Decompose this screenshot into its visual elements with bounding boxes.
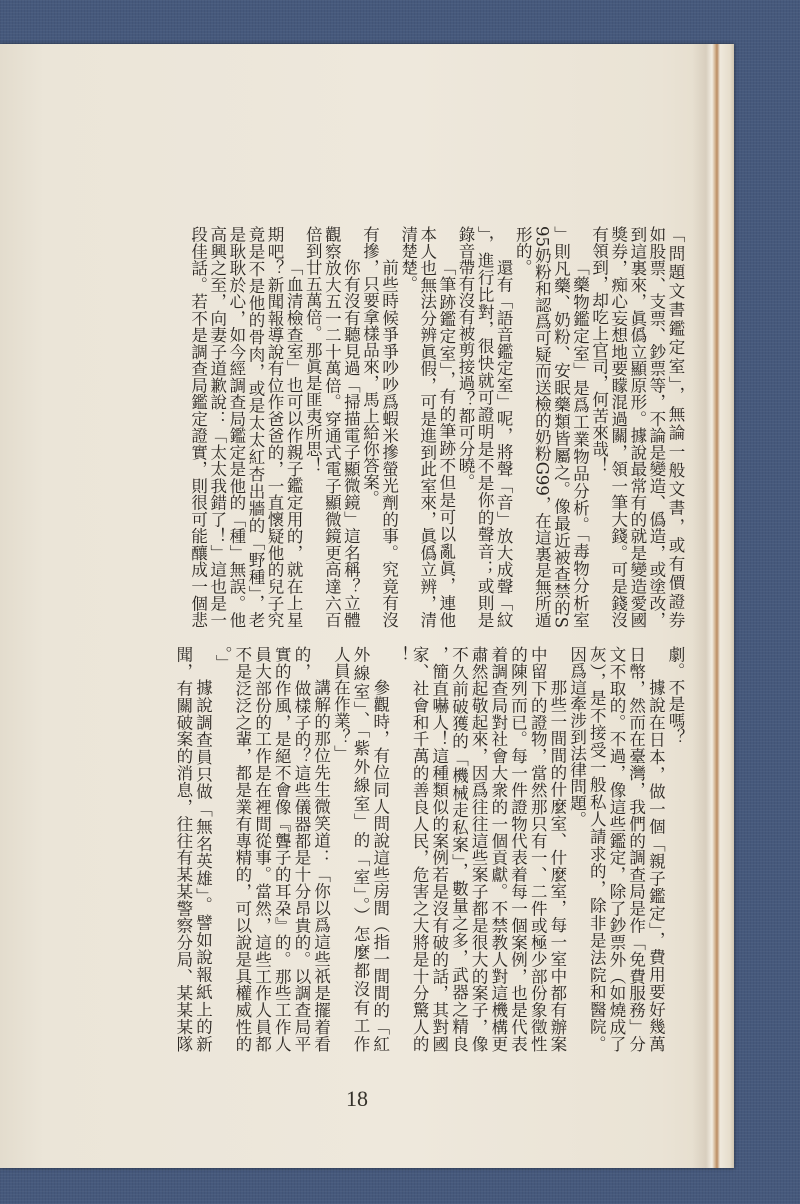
text-column: 劇。不是嗎？	[666, 646, 685, 745]
text-column: 「問題文書鑑定室」，無論一般文書，或有價證券	[666, 226, 685, 628]
text-column: 段佳話。若不是調查局鑑定證實，則很可能釀成一個悲	[188, 226, 208, 628]
text-column: 聞，有關破案的消息，往往有某某警察分局、某某某隊	[173, 646, 193, 1052]
text-column: 」則凡藥、奶粉、安眠藥類皆屬之。像最近被查禁的S	[551, 226, 571, 628]
text-column: 錄音帶有沒有被剪接過？都可分曉。	[455, 226, 475, 490]
text-column: 日幣，然而在臺灣，我們的調查局是作「免費服務」分	[626, 646, 646, 1052]
text-column: 有領到，却吃上官司，何苦來哉！	[589, 226, 609, 474]
text-column: 你有沒有聽見過「掃描電子顯微鏡」這名稱？立體	[341, 259, 361, 628]
page-number: 18	[346, 1086, 368, 1111]
text-column: 觀察放大五一二十萬倍。穿通式電子顯微鏡更高達六百	[322, 226, 342, 628]
text-column: 「藥物鑑定室」是爲工業物品分析。「毒物分析室	[570, 259, 590, 628]
text-column: 實的作風，是絕不會像『聾子的耳朶』的。那些工作人	[272, 646, 292, 1052]
text-column: ，簡直嚇人！這種類似的案例若是沒有破的話，其對國	[429, 646, 449, 1052]
text-column: 」，進行比對，很快就可證明是不是你的聲音；或則是	[475, 226, 495, 628]
text-column: 是耿耿於心，如今經調查局鑑定是他的「種」無誤。他	[226, 226, 246, 628]
lower-text-block	[172, 646, 685, 1052]
text-column: 那些一間間的什麼室、什麼室，每一室中都有辦案	[547, 679, 567, 1052]
text-column: 有摻，只要拿樣品來，馬上給你答案。	[360, 226, 380, 507]
text-column: 肅然起敬起來，因爲往往這些案子都是很大的案子，像	[469, 646, 489, 1052]
text-column: 的，做樣子的？這些儀器都是十分昂貴的。以調查局平	[291, 646, 311, 1052]
text-column: 不久前破獲的「機械走私案」，數量之多，武器之精良	[449, 646, 469, 1052]
text-column: 文不取的。不過，像這些鑑定，除了鈔票外（如燒成了	[606, 646, 626, 1052]
text-column: 講解的那位先生微笑道：「你以爲這些祇是擺着看	[311, 679, 331, 1052]
text-column: 如股票、支票、鈔票等，不論是變造、僞造，或塗改，	[646, 226, 666, 628]
text-column: 竟是不是他的骨肉，或是太太紅杏出牆的「野種」，老	[245, 226, 265, 628]
text-column: 外線室」、「紫外線室」的「室」。）怎麼都沒有工作	[351, 646, 370, 1052]
text-column: 灰），是不接受一般私人請求的，除非是法院和醫院。	[587, 646, 607, 1052]
text-column: 的陳列而已。每一件證物代表着每一個案例，也是代表	[508, 646, 528, 1052]
text-column: 「血清檢查室」也可以作親子鑑定用的，就在上星	[284, 259, 304, 628]
text-column: 中留下的證物，當然那只有一、二件或極少部份象徵性	[528, 646, 548, 1052]
text-column: 期吧？新聞報導說有位作爸爸的，一直懷疑他的兒子究	[265, 226, 285, 628]
text-column: 參觀時，有位同人問說這些房間（指一間間的「紅	[370, 679, 390, 1052]
text-column: 到這裏來，眞僞立顯原形。據說最常有的就是變造愛國	[627, 226, 647, 628]
text-column: 家、社會和千萬的善良人民，危害之大將是十分驚人的	[410, 646, 430, 1052]
text-column: 形的。	[513, 226, 533, 276]
text-column: 高興之至，向妻子道歉說：「太太我錯了！」這也是一	[207, 226, 227, 628]
text-column: 據說調查員只做「無名英雄」。譬如說報紙上的新	[193, 679, 213, 1052]
text-column: 前些時候爭爭吵吵爲蝦米摻螢光劑的事。究竟有沒	[379, 259, 399, 628]
text-column: ！	[390, 646, 410, 663]
text-column: 還有「語音鑑定室」呢，將聲「音」放大成聲「紋	[494, 259, 514, 628]
text-column: 據說在日本，做一個「親子鑑定」，費用要好幾萬	[646, 679, 666, 1052]
text-column: 本人也無法分辨眞假，可是進到此室來，眞僞立辨，清	[417, 226, 437, 628]
text-column: 獎券，痴心妄想地要矇混過關，領一筆大錢。可是錢沒	[608, 226, 628, 628]
text-column: 着調查局對社會大衆的一個貢獻。不禁教人對這機構更	[488, 646, 508, 1052]
text-column: 不是泛泛之輩，都是業有專精的，可以說是具權威性的	[232, 646, 252, 1052]
text-column: 清楚楚。	[398, 226, 418, 292]
page-gutter	[692, 44, 734, 1168]
text-column: 95奶粉和認爲可疑而送檢的奶粉G99，在這裏是無所遁	[532, 226, 552, 628]
text-column: 倍到廿五萬倍。那眞是匪夷所思！	[303, 226, 323, 474]
text-column: 。」	[213, 646, 233, 671]
text-column: 人員在作業？」	[331, 646, 351, 762]
text-column: 因爲這牽涉到法律問題。	[567, 646, 587, 828]
text-column: 「筆跡鑑定室」，有的筆跡不但是可以亂眞，連他	[436, 259, 456, 628]
text-column: 員大部份的工作是在裡間從事。當然，這些工作人員都	[252, 646, 272, 1052]
upper-text-block	[188, 226, 685, 628]
